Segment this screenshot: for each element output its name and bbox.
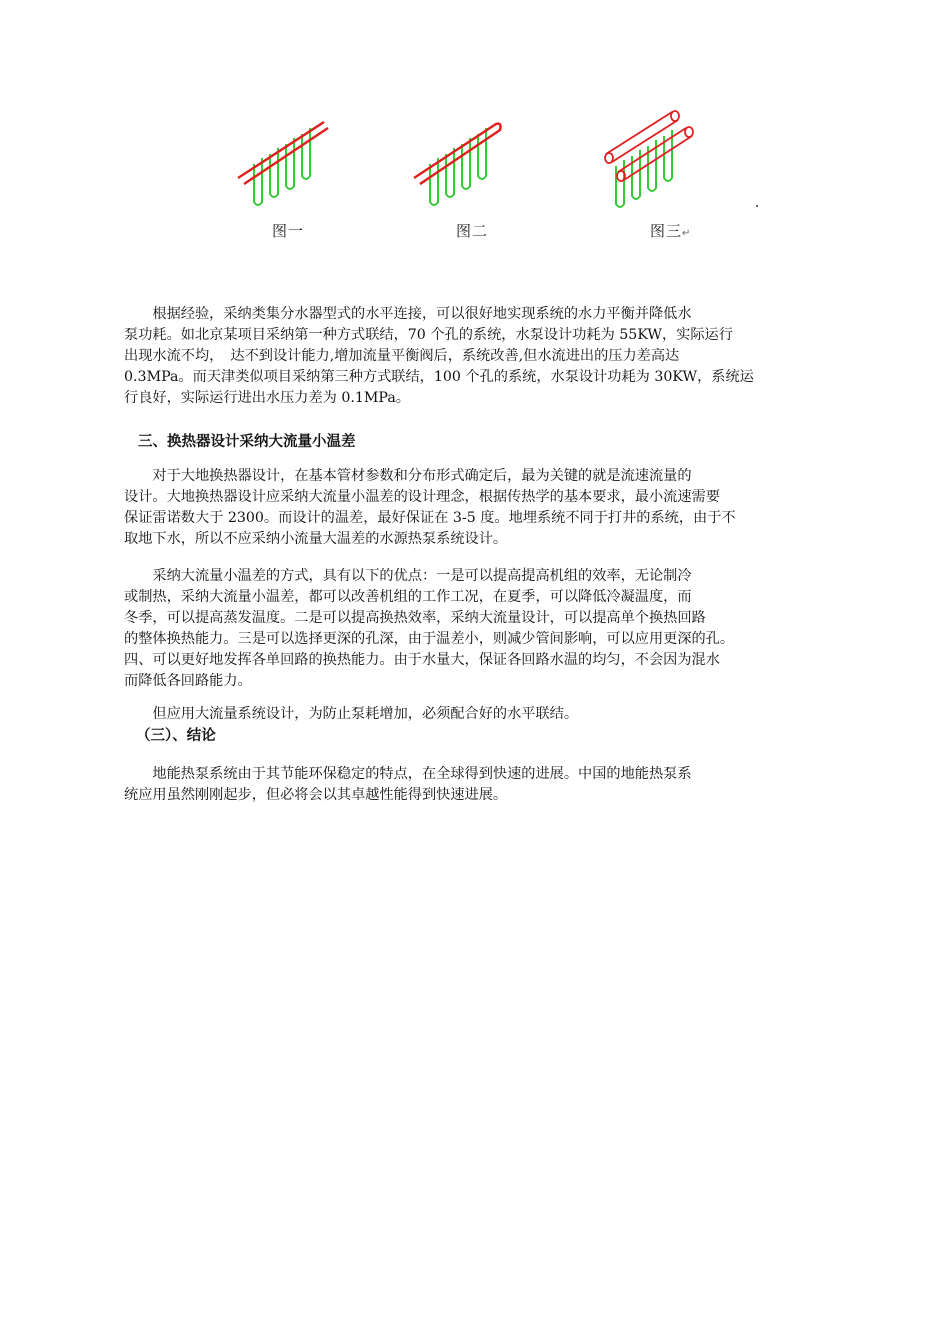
figure-3-diagram [598, 104, 698, 214]
text-line: 行良好，实际运行进出水压力差为 0.1MPa。 [124, 390, 410, 406]
text-line: 地能热泵系统由于其节能环保稳定的特点，在全球得到快速的进展。中国的地能热泵系 [124, 766, 692, 782]
text-line: 采纳大流量小温差的方式，具有以下的优点：一是可以提高提高机组的效率，无论制冷 [124, 568, 692, 584]
figure-3-caption: 图三↵ [650, 222, 692, 240]
figure-1-caption: 图一 [272, 222, 305, 240]
figure-2-caption: 图二 [456, 222, 489, 240]
text-line: 对于大地换热器设计，在基本管材参数和分布形式确定后，最为关键的就是流速流量的 [124, 468, 692, 484]
text-line: 四、可以更好地发挥各单回路的换热能力。由于水量大，保证各回路水温的均匀，不会因为混水 [124, 652, 720, 668]
text-line: 设计。大地换热器设计应采纳大流量小温差的设计理念，根据传热学的基本要求，最小流速需要 [124, 489, 720, 505]
text-line: 泵功耗。如北京某项目采纳第一种方式联结，70 个孔的系统，水泵设计功耗为 55KW，实际运行 [124, 327, 733, 343]
text-line: 保证雷诺数大于 2300。而设计的温差，最好保证在 3-5 度。地埋系统不同于打井的系统，由于不 [124, 510, 736, 526]
figure-2-diagram [408, 114, 508, 214]
figure-1-diagram [232, 114, 332, 214]
section-heading-3: 三、换热器设计采纳大流量小温差 [138, 434, 356, 450]
stray-mark [756, 205, 758, 207]
section-heading-conclusion: （三）、结论 [136, 728, 216, 744]
text-line: 取地下水，所以不应采纳小流量大温差的水源热泵系统设计。 [124, 531, 508, 547]
text-line: 而降低各回路能力。 [124, 673, 252, 689]
text-line: 0.3MPa。而天津类似项目采纳第三种方式联结，100 个孔的系统，水泵设计功耗为 30KW，系统运 [124, 369, 754, 385]
text-line: 或制热，采纳大流量小温差，都可以改善机组的工作工况，在夏季，可以降低冷凝温度，而 [124, 589, 692, 605]
figure-row [0, 100, 950, 250]
paragraph-hydraulic-balance [124, 304, 840, 409]
paragraph-pump-note [124, 704, 840, 725]
paragraph-flow-design [124, 466, 840, 550]
text-line: 根据经验，采纳类集分水器型式的水平连接，可以很好地实现系统的水力平衡并降低水 [124, 306, 692, 322]
text-line: 的整体换热能力。三是可以选择更深的孔深，由于温差小，则减少管间影响，可以应用更深的孔。 [124, 631, 735, 647]
text-line: 出现水流不均， 达不到设计能力,增加流量平衡阀后，系统改善,但水流进出的压力差高达 [124, 348, 680, 364]
text-line: 冬季，可以提高蒸发温度。二是可以提高换热效率，采纳大流量设计，可以提高单个换热回路 [124, 610, 706, 626]
paragraph-conclusion [124, 764, 840, 806]
text-line: 统应用虽然刚刚起步，但必将会以其卓越性能得到快速进展。 [124, 787, 508, 803]
text-line: 但应用大流量系统设计，为防止泵耗增加，必须配合好的水平联结。 [124, 706, 579, 722]
paragraph-advantages [124, 566, 840, 692]
